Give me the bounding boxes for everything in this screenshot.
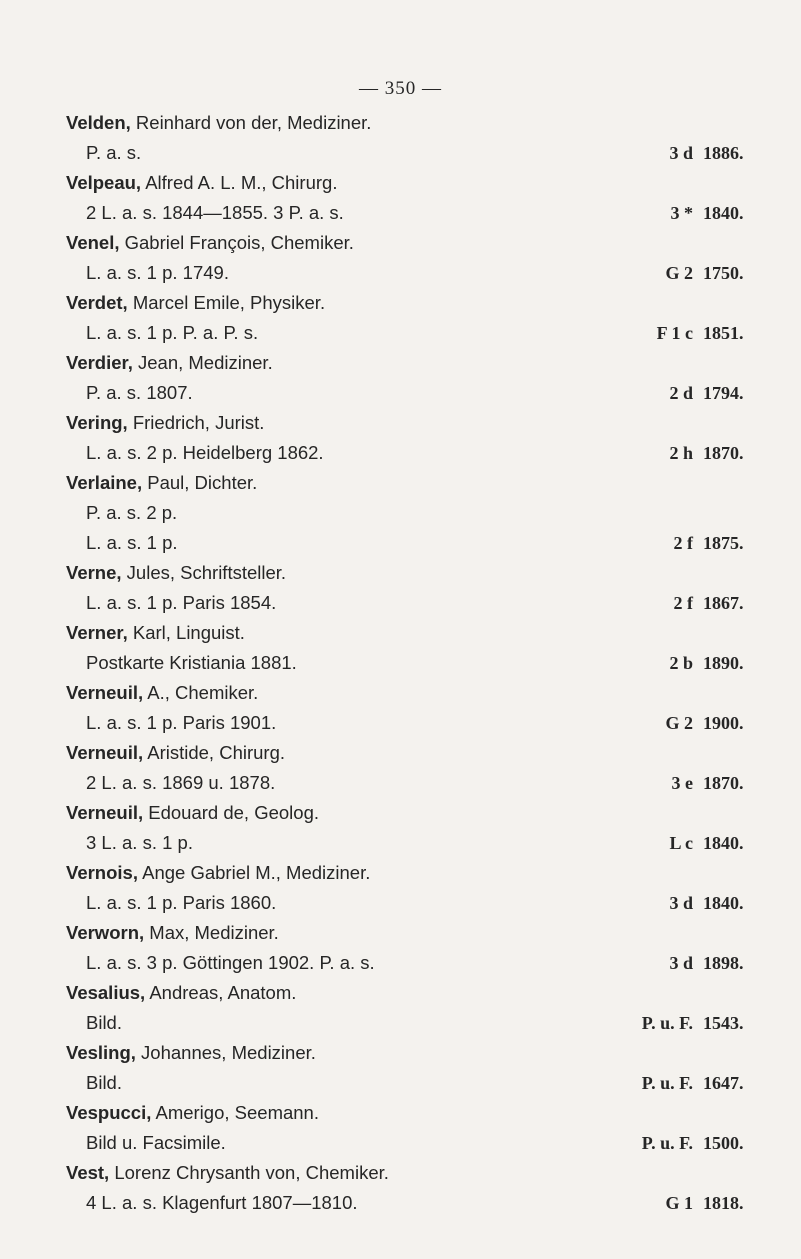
entry <box>66 858 766 918</box>
entry-year: 1840. <box>703 203 744 223</box>
shelf-code: G 2 <box>665 263 693 283</box>
shelf-code: 2 h <box>669 443 693 463</box>
entry-line <box>66 438 766 468</box>
entry-info: Marcel Emile, Physiker. <box>127 292 326 313</box>
entry-name: Verdier, <box>66 352 133 373</box>
entry-heading <box>66 618 766 648</box>
entry-info: Friedrich, Jurist. <box>127 412 265 433</box>
entry-description: Bild u. Facsimile. <box>86 1132 226 1153</box>
entry-heading <box>66 468 766 498</box>
entry-reference <box>631 138 766 168</box>
entry <box>66 618 766 678</box>
entry <box>66 558 766 618</box>
entry-description: P. a. s. 2 p. <box>86 502 178 523</box>
entry-reference <box>631 1068 766 1098</box>
entry-info: Jean, Mediziner. <box>132 352 273 373</box>
shelf-code: 2 b <box>669 653 693 673</box>
entry-description: L. a. s. 1 p. Paris 1860. <box>86 892 277 913</box>
entry-year: 1543. <box>703 1013 744 1033</box>
entry-reference <box>631 258 766 288</box>
entry-info: Max, Mediziner. <box>144 922 279 943</box>
shelf-code: 3 * <box>670 203 693 223</box>
shelf-code: 2 f <box>673 593 693 613</box>
entry-reference <box>631 768 766 798</box>
entry-description: L. a. s. 2 p. Heidelberg 1862. <box>86 442 324 463</box>
entry-description: L. a. s. 1 p. Paris 1901. <box>86 712 277 733</box>
entry-description: L. a. s. 1 p. <box>86 532 178 553</box>
entry-reference <box>631 648 766 678</box>
entry <box>66 738 766 798</box>
entry-heading <box>66 798 766 828</box>
entry-heading <box>66 1158 766 1188</box>
entry-reference <box>631 948 766 978</box>
entry-heading <box>66 108 766 138</box>
entry-description: L. a. s. 3 p. Göttingen 1902. P. a. s. <box>86 952 375 973</box>
entry-info: A., Chemiker. <box>143 682 259 703</box>
entry-info: Karl, Linguist. <box>127 622 245 643</box>
entry-reference <box>631 528 766 558</box>
entry-heading <box>66 918 766 948</box>
entry-year: 1750. <box>703 263 744 283</box>
entry-info: Amerigo, Seemann. <box>151 1102 319 1123</box>
shelf-code: P. u. F. <box>641 1073 693 1093</box>
entry-line <box>66 1188 766 1218</box>
entry-year: 1870. <box>703 773 744 793</box>
entry-line <box>66 588 766 618</box>
shelf-code: 2 d <box>669 383 693 403</box>
entry-reference <box>631 828 766 858</box>
entry-line <box>66 708 766 738</box>
entry-name: Vernois, <box>66 862 138 883</box>
entry-description: Bild. <box>86 1072 122 1093</box>
entry-line <box>66 198 766 228</box>
entry-line <box>66 648 766 678</box>
shelf-code: G 2 <box>665 713 693 733</box>
entry-year: 1875. <box>703 533 744 553</box>
entry-year: 1818. <box>703 1193 744 1213</box>
entry-line <box>66 1068 766 1098</box>
entry-name: Vespucci, <box>66 1102 152 1123</box>
entry-info: Jules, Schriftsteller. <box>121 562 287 583</box>
entry-heading <box>66 168 766 198</box>
entry-name: Verdet, <box>66 292 128 313</box>
entry-year: 1794. <box>703 383 744 403</box>
entry-info: Aristide, Chirurg. <box>143 742 286 763</box>
entry-line <box>66 378 766 408</box>
entry-line <box>66 768 766 798</box>
entry-name: Vering, <box>66 412 128 433</box>
entry-description: P. a. s. 1807. <box>86 382 193 403</box>
entry-name: Velden, <box>66 112 131 133</box>
entry-description: L. a. s. 1 p. Paris 1854. <box>86 592 277 613</box>
shelf-code: P. u. F. <box>641 1133 693 1153</box>
entry-heading <box>66 978 766 1008</box>
entry-name: Vest, <box>66 1162 110 1183</box>
shelf-code: L c <box>669 833 693 853</box>
entry-year: 1840. <box>703 893 744 913</box>
entry-description: 4 L. a. s. Klagenfurt 1807—1810. <box>86 1192 358 1213</box>
entry <box>66 288 766 348</box>
entry-line <box>66 1008 766 1038</box>
entry-name: Verneuil, <box>66 682 144 703</box>
entry-info: Lorenz Chrysanth von, Chemiker. <box>109 1162 389 1183</box>
shelf-code: 2 f <box>673 533 693 553</box>
entry-reference <box>631 378 766 408</box>
entry-year: 1500. <box>703 1133 744 1153</box>
entry-info: Johannes, Mediziner. <box>135 1042 316 1063</box>
entry <box>66 108 766 168</box>
entry-reference <box>631 198 766 228</box>
entry-name: Verne, <box>66 562 122 583</box>
entry-year: 1886. <box>703 143 744 163</box>
entry-name: Venel, <box>66 232 120 253</box>
entry-info: Gabriel François, Chemiker. <box>119 232 354 253</box>
entry-line <box>66 1128 766 1158</box>
entry-description: 2 L. a. s. 1869 u. 1878. <box>86 772 276 793</box>
entry-info: Alfred A. L. M., Chirurg. <box>141 172 338 193</box>
entry-year: 1867. <box>703 593 744 613</box>
entry-line <box>66 318 766 348</box>
entry-year: 1898. <box>703 953 744 973</box>
shelf-code: 3 e <box>671 773 693 793</box>
entry-name: Verworn, <box>66 922 145 943</box>
entry-description: L. a. s. 1 p. 1749. <box>86 262 229 283</box>
entry-description: Postkarte Kristiania 1881. <box>86 652 297 673</box>
page-number: — 350 — <box>359 78 442 99</box>
entry-line <box>66 528 766 558</box>
entry-line <box>66 498 766 528</box>
entry <box>66 918 766 978</box>
shelf-code: P. u. F. <box>641 1013 693 1033</box>
entry-reference <box>631 1008 766 1038</box>
entry-year: 1647. <box>703 1073 744 1093</box>
entry <box>66 468 766 558</box>
entry-heading <box>66 348 766 378</box>
entry <box>66 978 766 1038</box>
entry <box>66 348 766 408</box>
entry-name: Verlaine, <box>66 472 143 493</box>
entry-info: Reinhard von der, Mediziner. <box>130 112 372 133</box>
entry-list <box>66 108 766 1218</box>
entry-reference <box>631 318 766 348</box>
entry <box>66 798 766 858</box>
entry-reference <box>631 498 766 528</box>
entry <box>66 408 766 468</box>
entry-heading <box>66 1098 766 1128</box>
entry-year: 1840. <box>703 833 744 853</box>
entry <box>66 678 766 738</box>
entry-description: L. a. s. 1 p. P. a. P. s. <box>86 322 259 343</box>
entry-name: Verneuil, <box>66 802 144 823</box>
entry-year: 1851. <box>703 323 744 343</box>
entry-heading <box>66 858 766 888</box>
entry-heading <box>66 738 766 768</box>
entry-reference <box>631 438 766 468</box>
entry-heading <box>66 228 766 258</box>
entry <box>66 168 766 228</box>
entry-reference <box>631 1188 766 1218</box>
entry-description: Bild. <box>86 1012 122 1033</box>
entry <box>66 228 766 288</box>
entry-reference <box>631 708 766 738</box>
shelf-code: 3 d <box>669 893 693 913</box>
entry-line <box>66 258 766 288</box>
entry-name: Verneuil, <box>66 742 144 763</box>
shelf-code: 3 d <box>669 953 693 973</box>
entry-description: P. a. s. <box>86 142 142 163</box>
entry-info: Paul, Dichter. <box>142 472 258 493</box>
entry-info: Andreas, Anatom. <box>145 982 297 1003</box>
entry-description: 2 L. a. s. 1844—1855. 3 P. a. s. <box>86 202 344 223</box>
entry-line <box>66 948 766 978</box>
entry <box>66 1098 766 1158</box>
entry-name: Verner, <box>66 622 128 643</box>
shelf-code: 3 d <box>669 143 693 163</box>
entry-heading <box>66 1038 766 1068</box>
entry-heading <box>66 558 766 588</box>
shelf-code: G 1 <box>665 1193 693 1213</box>
entry-description: 3 L. a. s. 1 p. <box>86 832 193 853</box>
entry <box>66 1038 766 1098</box>
entry-name: Vesalius, <box>66 982 146 1003</box>
entry-year: 1870. <box>703 443 744 463</box>
entry-line <box>66 828 766 858</box>
entry-heading <box>66 678 766 708</box>
shelf-code: F 1 c <box>656 323 693 343</box>
entry-reference <box>631 888 766 918</box>
entry-year: 1900. <box>703 713 744 733</box>
entry <box>66 1158 766 1218</box>
entry-reference <box>631 1128 766 1158</box>
entry-heading <box>66 408 766 438</box>
entry-year: 1890. <box>703 653 744 673</box>
entry-line <box>66 888 766 918</box>
entry-line <box>66 138 766 168</box>
entry-heading <box>66 288 766 318</box>
entry-reference <box>631 588 766 618</box>
entry-name: Velpeau, <box>66 172 142 193</box>
entry-info: Ange Gabriel M., Mediziner. <box>137 862 371 883</box>
entry-name: Vesling, <box>66 1042 136 1063</box>
entry-info: Edouard de, Geolog. <box>143 802 320 823</box>
